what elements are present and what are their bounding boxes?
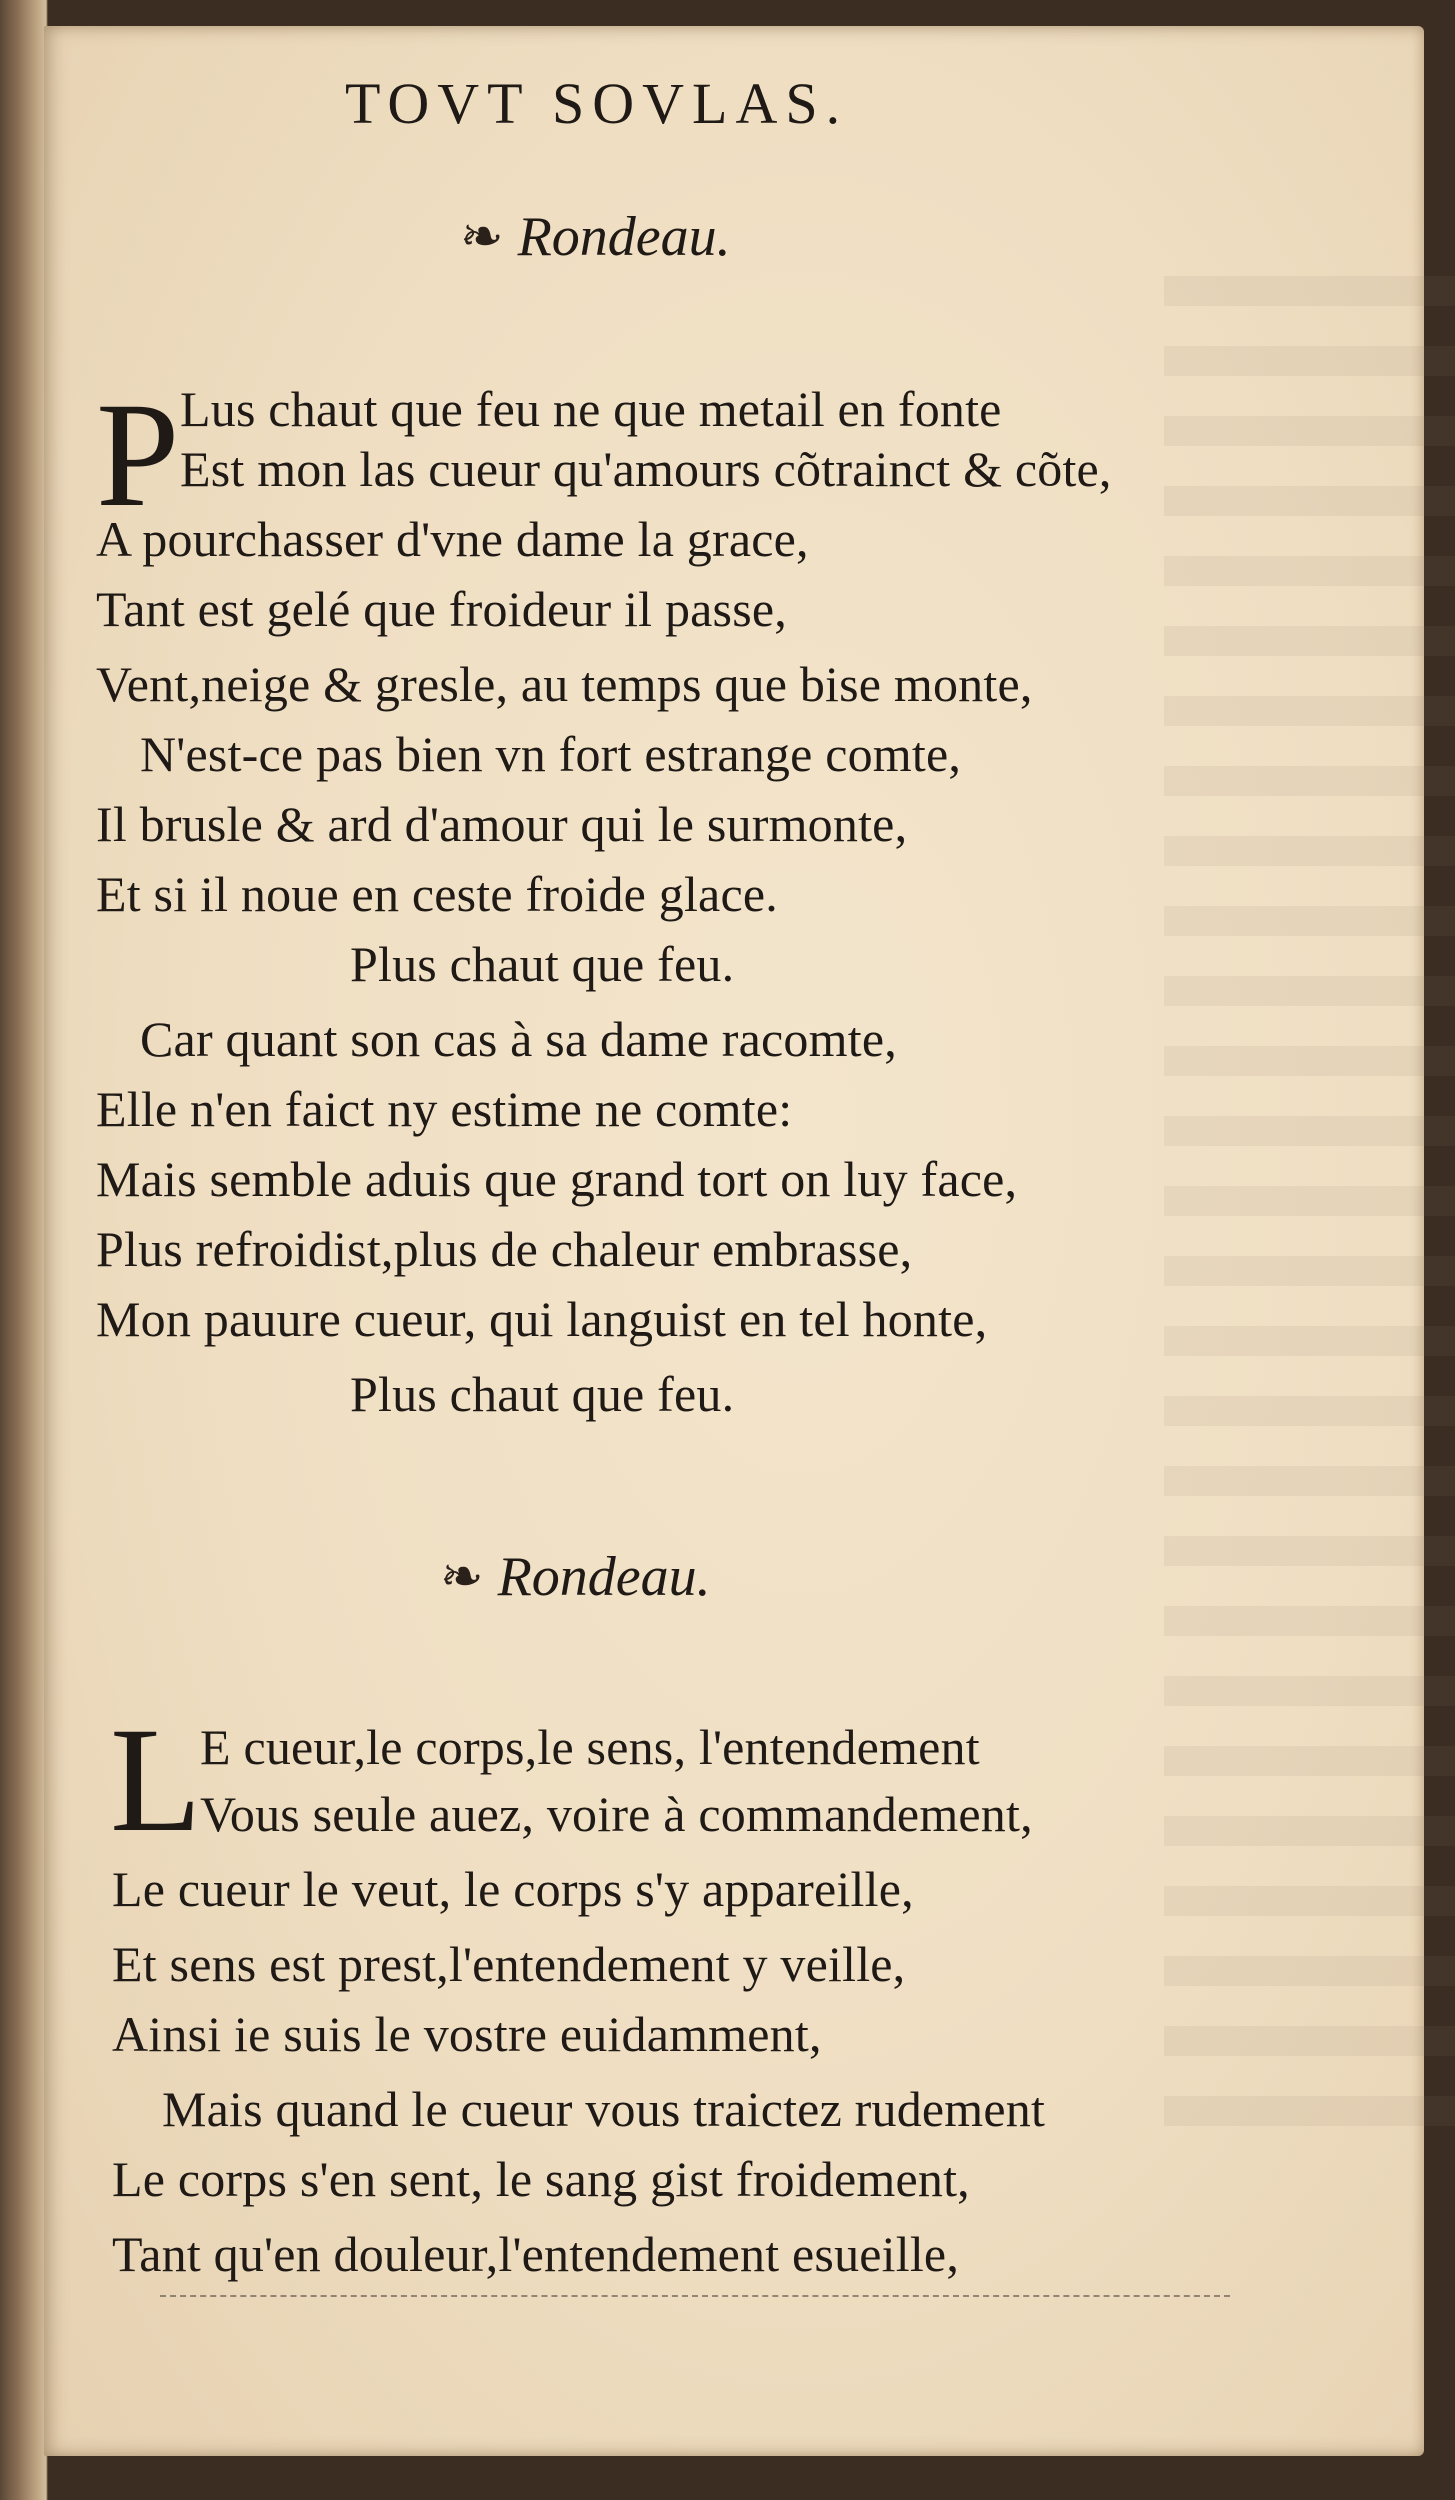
rondeau-2-line-8: Tant qu'en douleur,l'entendement esueille, <box>112 2226 960 2282</box>
rondeau-1-line-10: Elle n'en faict ny estime ne comte: <box>96 1081 793 1137</box>
rondeau-2-line-3: Le cueur le veut, le corps s'y appareille, <box>112 1861 914 1917</box>
rondeau-1-title-text: Rondeau. <box>517 206 731 268</box>
rondeau-1-refrain-1: Plus chaut que feu. <box>350 936 735 992</box>
running-head: TOVT SOVLAS. <box>345 71 849 136</box>
rondeau-1-line-9: Car quant son cas à sa dame racomte, <box>140 1011 897 1067</box>
rondeau-2-line-5: Ainsi ie suis le vostre euidamment, <box>112 2006 822 2062</box>
rondeau-2-title-text: Rondeau. <box>497 1546 711 1608</box>
rondeau-1-line-5: Vent,neige & gresle, au temps que bise monte, <box>96 656 1033 712</box>
manuscript-underline-mark <box>160 2295 1230 2297</box>
rondeau-1-line-1: Lus chaut que feu ne que metail en fonte <box>180 381 1002 437</box>
rondeau-1-line-2: Est mon las cueur qu'amours cõtrainct & cõte, <box>180 441 1112 497</box>
rondeau-1-line-13: Mon pauure cueur, qui languist en tel honte, <box>96 1291 988 1347</box>
rondeau-2-line-4: Et sens est prest,l'entendement y veille, <box>112 1936 906 1992</box>
rondeau-1-line-12: Plus refroidist,plus de chaleur embrasse, <box>96 1221 913 1277</box>
rondeau-1-refrain-2: Plus chaut que feu. <box>350 1366 735 1422</box>
fleuron-icon: ❧ <box>440 1549 484 1606</box>
show-through-text <box>1164 276 1455 2126</box>
rondeau-1-line-7: Il brusle & ard d'amour qui le surmonte, <box>96 796 908 852</box>
rondeau-1-line-6: N'est-ce pas bien vn fort estrange comte, <box>140 726 962 782</box>
rondeau-1-line-11: Mais semble aduis que grand tort on luy face, <box>96 1151 1018 1207</box>
rondeau-2-line-7: Le corps s'en sent, le sang gist froidement, <box>112 2151 970 2207</box>
rondeau-1-drop-cap: P <box>96 372 180 538</box>
rondeau-1-line-4: Tant est gelé que froideur il passe, <box>96 581 787 637</box>
rondeau-2-line-1: E cueur,le corps,le sens, l'entendement <box>200 1719 980 1775</box>
rondeau-2-drop-cap: L <box>110 1697 202 1863</box>
rondeau-1-line-3: A pourchasser d'vne dame la grace, <box>96 511 809 567</box>
rondeau-2-title <box>440 1545 711 1609</box>
rondeau-1-title <box>460 205 731 269</box>
rondeau-2-line-6: Mais quand le cueur vous traictez rudement <box>162 2081 1046 2137</box>
rondeau-1-line-8: Et si il noue en ceste froide glace. <box>96 866 778 922</box>
fleuron-icon: ❧ <box>460 209 504 266</box>
rondeau-2-line-2: Vous seule auez, voire à commandement, <box>200 1786 1033 1842</box>
